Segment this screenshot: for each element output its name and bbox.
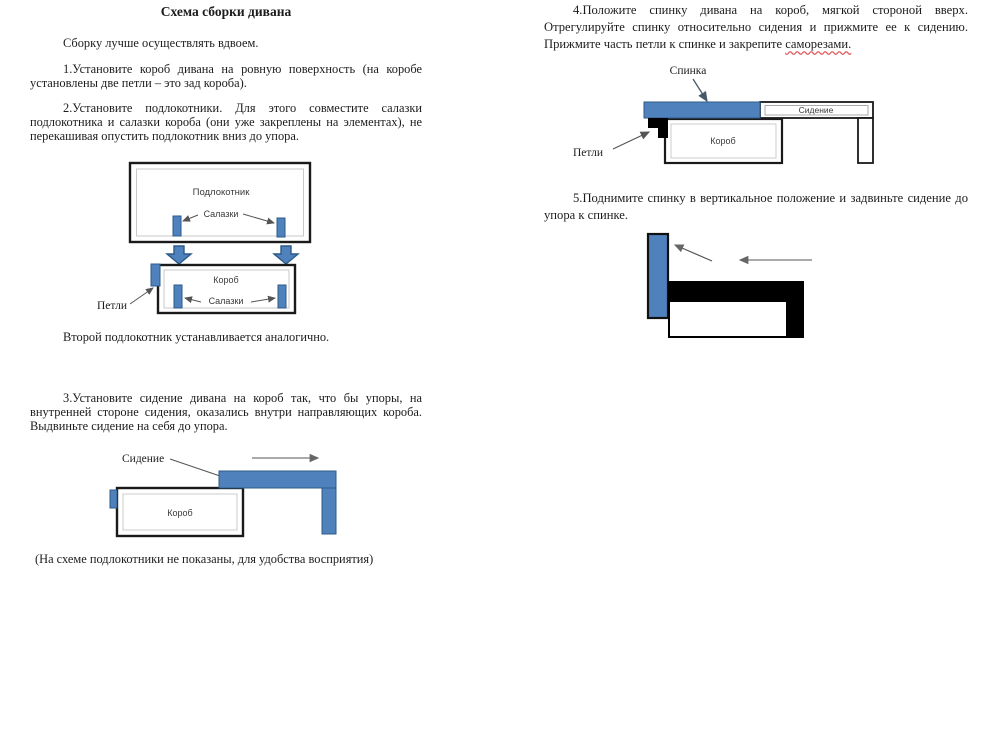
second-armrest-note: Второй подлокотник устанавливается аналогично.	[63, 330, 330, 344]
armrest-slide-right	[277, 218, 285, 237]
box-label: Короб	[213, 275, 239, 285]
slides-label-bottom: Салазки	[208, 296, 244, 306]
hinges-pointer-icon	[130, 288, 153, 304]
armrest-label: Подлокотник	[192, 187, 250, 198]
hinges-pointer-icon	[613, 132, 649, 149]
backrest-panel	[644, 102, 760, 118]
seat-leg	[858, 118, 873, 163]
box-outline	[669, 301, 787, 337]
page-title: Схема сборки дивана	[160, 4, 292, 19]
hinge-part-b	[658, 118, 668, 138]
step5-paragraph: 5.Поднимите спинку в вертикальное положение и задвиньте сидение до упора к спинке.	[544, 191, 968, 222]
step4-misspelled-word: саморезами.	[785, 37, 852, 51]
step2-paragraph: 2.Установите подлокотники. Для этого совместите салазки подлокотника и салазки короба (они уже закреплены на элементах), не перекашивая опустить подлокотник вниз до упора.	[30, 101, 422, 143]
down-arrow-left-icon	[167, 246, 191, 264]
down-arrow-right-icon	[274, 246, 298, 264]
lift-backrest-arrow-icon	[675, 245, 712, 261]
step4-paragraph	[544, 2, 968, 53]
seat-panel	[219, 471, 336, 488]
seat-front-support	[322, 488, 336, 534]
box-slide-right	[278, 285, 286, 308]
diagram-note: (На схеме подлокотники не показаны, для удобства восприятия)	[35, 552, 374, 566]
hinges-label: Петли	[97, 300, 128, 312]
box-label: Короб	[710, 136, 736, 146]
armrest-slide-left	[173, 216, 181, 236]
final-position-diagram	[630, 225, 830, 355]
seat-top-bar	[668, 281, 804, 300]
step3-paragraph: 3.Установите сидение дивана на короб так, что бы упоры, на внутренней стороне сидения, оказались внутри направляющих короба. Выдвиньте сидение на себя до упора.	[30, 391, 422, 433]
armrest-assembly-diagram	[80, 158, 340, 328]
hinge-rect	[110, 490, 117, 508]
seat-right-bar	[788, 281, 804, 338]
box-slide-left	[174, 285, 182, 308]
slides-label-top: Салазки	[203, 209, 239, 219]
backrest-vertical-panel	[648, 234, 668, 318]
backrest-label: Спинка	[669, 65, 707, 77]
backrest-pointer-icon	[693, 79, 707, 101]
seat-label: Сидение	[798, 105, 834, 115]
intro-paragraph: Сборку лучше осуществлять вдвоем.	[63, 36, 259, 50]
seat-leader-line	[170, 459, 220, 476]
hinge-rect	[151, 264, 160, 286]
step4-text: 4.Положите спинку дивана на короб, мягкой стороной вверх. Отрегулируйте спинку относительно сидения и прижмите ее к сидению. Прижмите часть петли к спинке и закрепите	[544, 3, 968, 51]
backrest-assembly-diagram	[565, 62, 885, 172]
seat-label: Сидение	[122, 453, 165, 465]
seat-assembly-diagram	[100, 448, 350, 548]
step1-paragraph: 1.Установите короб дивана на ровную поверхность (на коробе установлены две петли – это зад короба).	[30, 62, 422, 90]
box-label: Короб	[167, 508, 193, 518]
hinges-label: Петли	[573, 147, 604, 159]
